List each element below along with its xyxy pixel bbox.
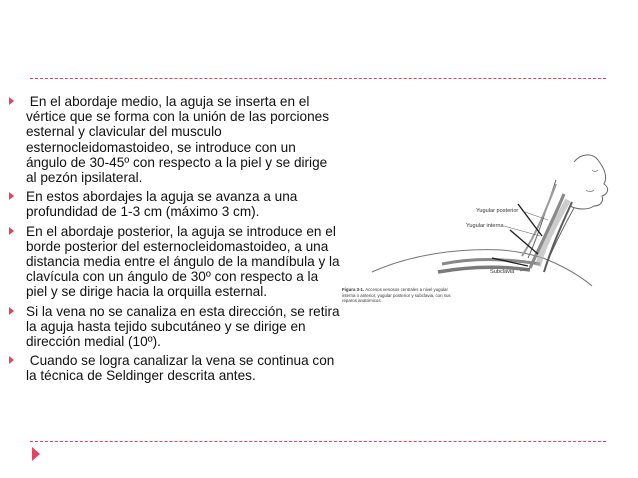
bullet-list xyxy=(8,94,344,388)
bullet-text: Si la vena no se canaliza en esta dirección, se retira la aguja hasta tejido subcutáneo y se dirige en dirección medial (10º). xyxy=(26,303,344,350)
bullet-text: En el abordaje posterior, la aguja se introduce en el borde posterior del esternocleidomastoideo, a una distancia media entre el ángulo de la mandíbula y la clavícula con un ángulo de 30º con respecto a la piel y se dirige hacia la orquilla esternal. xyxy=(26,223,344,300)
bullet-text: Cuando se logra canalizar la vena se continua con la técnica de Seldinger descrita antes. xyxy=(26,353,339,384)
label-yugular-posterior: Yugular posterior xyxy=(476,208,519,214)
caption-title: Figura 3-1. xyxy=(342,287,365,292)
bullet-arrow-icon xyxy=(9,227,14,235)
bullet-item xyxy=(8,223,344,300)
bullet-arrow-icon xyxy=(9,97,14,105)
bullet-text: En estos abordajes la aguja se avanza a una profundidad de 1-3 cm (máximo 3 cm). xyxy=(26,189,302,220)
bottom-divider xyxy=(30,441,606,442)
bullet-item xyxy=(8,94,340,185)
bullet-text: En el abordaje medio, la aguja se inserta en el vértice que se forma con la unión de las porciones esternal y clavicular del musculo esternocleidomastoideo, se introduce con un ángulo de 30-45º con respecto a la piel y se dirige al pezón ipsilateral. xyxy=(26,94,333,186)
bullet-item xyxy=(8,303,344,350)
bullet-arrow-icon xyxy=(9,307,14,315)
top-divider xyxy=(30,78,606,79)
bullet-arrow-icon xyxy=(9,356,14,364)
label-yugular-interna: Yugular interna xyxy=(466,223,504,229)
neck-anatomy-illustration xyxy=(342,140,618,290)
bullet-arrow-icon xyxy=(9,192,14,200)
label-subclavia: Subclavia xyxy=(490,269,515,275)
caption-text: Accesos venosos centrales a nivel yugular interna o anterior, yugular posterior y subclavia, con sus reparos anatómicos. xyxy=(342,287,451,304)
bullet-item xyxy=(8,189,340,219)
anatomy-figure xyxy=(342,140,618,330)
slide-end-arrow-icon xyxy=(32,447,40,461)
figure-caption xyxy=(342,287,454,304)
bullet-item xyxy=(8,353,340,383)
